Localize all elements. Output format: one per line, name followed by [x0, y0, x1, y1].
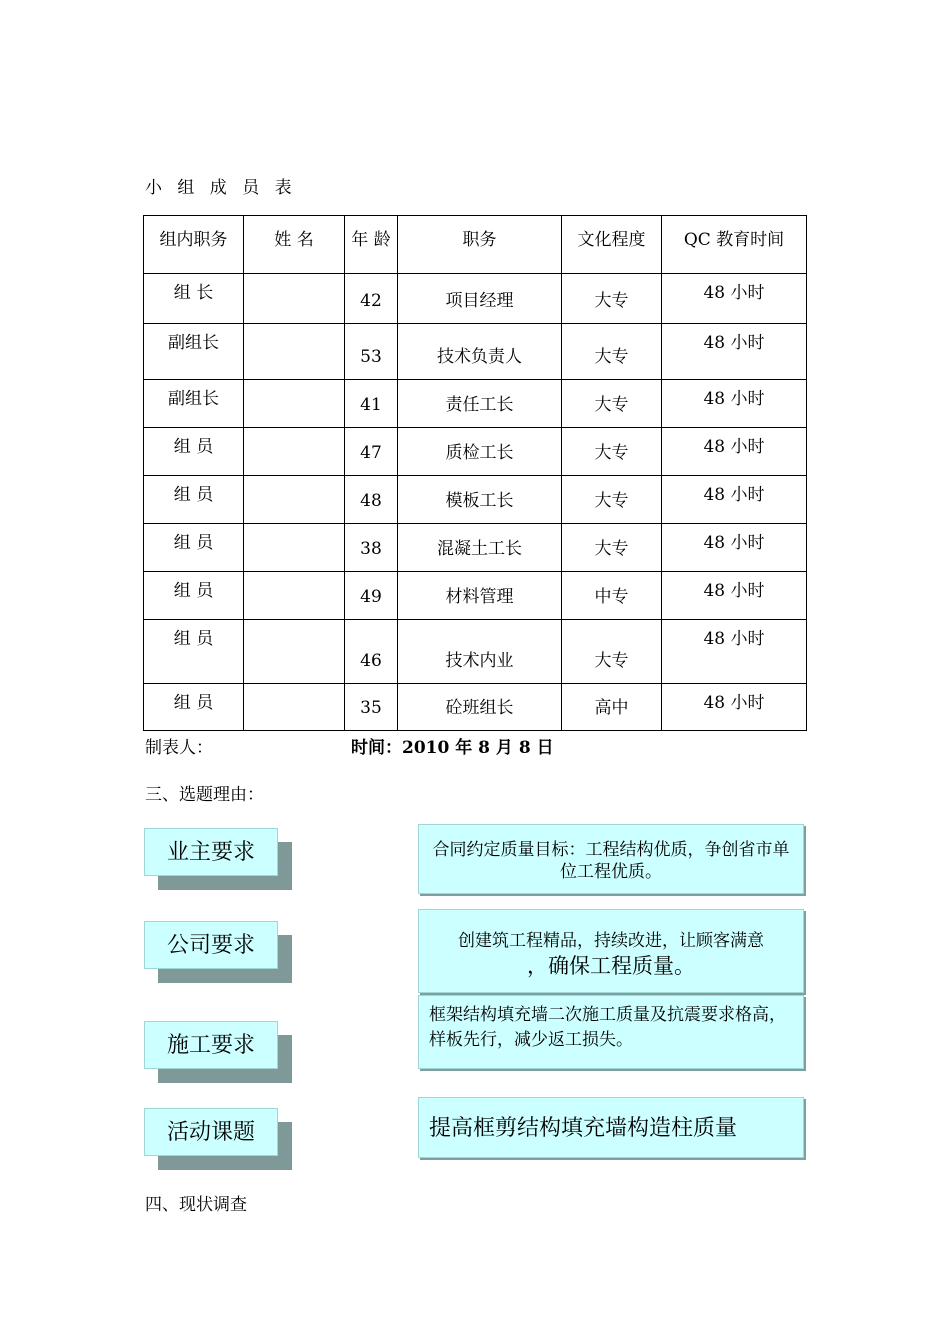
cell-role: 组 员 — [144, 572, 244, 620]
cell-age: 38 — [345, 524, 398, 572]
cell-position: 技术负责人 — [398, 324, 562, 380]
member-table — [143, 215, 807, 731]
cell-qc-hours: 48 小时 — [662, 572, 807, 620]
cell-name — [244, 274, 345, 324]
cell-qc-hours: 48 小时 — [662, 476, 807, 524]
cell-role: 组 员 — [144, 476, 244, 524]
cell-education: 大专 — [562, 428, 662, 476]
cell-age: 48 — [345, 476, 398, 524]
cell-age: 42 — [345, 274, 398, 324]
cell-role: 副组长 — [144, 324, 244, 380]
cell-education: 高中 — [562, 684, 662, 731]
table-title: 小 组 成 员 表 — [145, 178, 297, 198]
cell-education: 大专 — [562, 476, 662, 524]
cell-education: 中专 — [562, 572, 662, 620]
header-position: 职务 — [398, 216, 562, 274]
cell-qc-hours: 48 小时 — [662, 684, 807, 731]
cell-position: 模板工长 — [398, 476, 562, 524]
cell-role: 副组长 — [144, 380, 244, 428]
reason-label-owner: 业主要求 — [144, 828, 278, 876]
cell-name — [244, 476, 345, 524]
header-age: 年 龄 — [345, 216, 398, 274]
table-row — [144, 380, 807, 428]
cell-education: 大专 — [562, 324, 662, 380]
table-row — [144, 572, 807, 620]
cell-qc-hours: 48 小时 — [662, 324, 807, 380]
table-row — [144, 684, 807, 731]
cell-name — [244, 684, 345, 731]
table-row — [144, 428, 807, 476]
table-row — [144, 476, 807, 524]
cell-age: 46 — [345, 620, 398, 684]
cell-age: 35 — [345, 684, 398, 731]
cell-name — [244, 428, 345, 476]
header-role: 组内职务 — [144, 216, 244, 274]
cell-name — [244, 524, 345, 572]
cell-qc-hours: 48 小时 — [662, 524, 807, 572]
cell-age: 41 — [345, 380, 398, 428]
cell-role: 组 员 — [144, 620, 244, 684]
cell-position: 质检工长 — [398, 428, 562, 476]
cell-role: 组 员 — [144, 524, 244, 572]
table-row — [144, 324, 807, 380]
table-date: 时间：2010 年 8 月 8 日 — [351, 738, 554, 758]
cell-name — [244, 380, 345, 428]
cell-role: 组 员 — [144, 428, 244, 476]
cell-name — [244, 572, 345, 620]
cell-position: 责任工长 — [398, 380, 562, 428]
table-maker: 制表人： — [145, 738, 213, 758]
cell-name — [244, 324, 345, 380]
table-row — [144, 524, 807, 572]
header-name: 姓 名 — [244, 216, 345, 274]
cell-position: 项目经理 — [398, 274, 562, 324]
reason-text-company — [418, 909, 804, 993]
cell-position: 技术内业 — [398, 620, 562, 684]
reason-text-company-line1: 创建筑工程精品，持续改进，让顾客满意 — [458, 931, 764, 951]
cell-education: 大专 — [562, 524, 662, 572]
reason-text-company-line2: ，确保工程质量。 — [527, 954, 695, 978]
reason-text-topic: 提高框剪结构填充墙构造柱质量 — [418, 1097, 804, 1158]
cell-qc-hours: 48 小时 — [662, 274, 807, 324]
cell-role: 组 长 — [144, 274, 244, 324]
cell-qc-hours: 48 小时 — [662, 428, 807, 476]
cell-qc-hours: 48 小时 — [662, 380, 807, 428]
reason-label-company: 公司要求 — [144, 921, 278, 969]
cell-education: 大专 — [562, 274, 662, 324]
cell-name — [244, 620, 345, 684]
cell-age: 49 — [345, 572, 398, 620]
cell-education: 大专 — [562, 380, 662, 428]
section-4-heading: 四、现状调查 — [145, 1195, 247, 1215]
cell-role: 组 员 — [144, 684, 244, 731]
reason-text-construction: 框架结构填充墙二次施工质量及抗震要求格高，样板先行，减少返工损失。 — [418, 995, 804, 1069]
table-row — [144, 620, 807, 684]
reason-label-topic: 活动课题 — [144, 1108, 278, 1156]
header-qc-hours: QC 教育时间 — [662, 216, 807, 274]
table-row — [144, 274, 807, 324]
cell-age: 47 — [345, 428, 398, 476]
reason-label-construction: 施工要求 — [144, 1021, 278, 1069]
reason-text-owner: 合同约定质量目标：工程结构优质，争创省市单位工程优质。 — [418, 824, 804, 894]
table-header-row — [144, 216, 807, 274]
cell-qc-hours: 48 小时 — [662, 620, 807, 684]
cell-position: 材料管理 — [398, 572, 562, 620]
header-education: 文化程度 — [562, 216, 662, 274]
cell-position: 混凝土工长 — [398, 524, 562, 572]
cell-education: 大专 — [562, 620, 662, 684]
cell-age: 53 — [345, 324, 398, 380]
section-3-heading: 三、选题理由： — [145, 785, 264, 805]
cell-position: 砼班组长 — [398, 684, 562, 731]
